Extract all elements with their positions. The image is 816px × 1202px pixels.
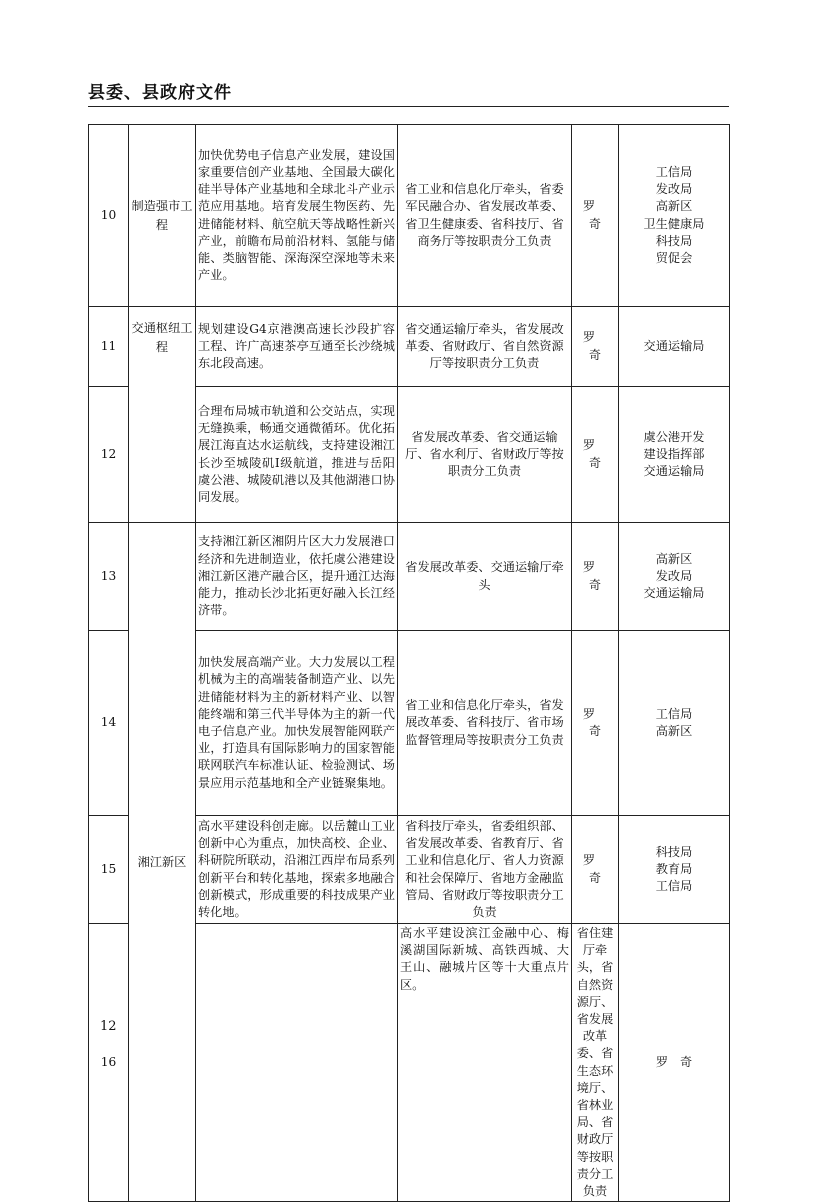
leader-name: 罗奇 [582, 438, 614, 470]
row-number: 15 [89, 816, 129, 924]
leader-name: 罗奇 [582, 330, 614, 362]
responsible-unit: 卫生健康局 [643, 216, 705, 231]
row-number: 10 [89, 125, 129, 307]
lead-department-cell: 省交通运输厅牵头，省发展改革委、省财政厅、省自然资源厅等按职责分工负责 [398, 307, 572, 387]
header-rule [88, 106, 729, 107]
content-cell: 合理布局城市轨道和公交站点，实现无缝换乘，畅通交通微循环。优化拓展江海直达水运航线，支持建设湘江长沙至城陵矶Ⅰ级航道，推进与岳阳虞公港、城陵矶港以及其他湖港口协同发展。 [196, 387, 398, 523]
table-row [89, 523, 730, 631]
leader-cell [619, 924, 730, 1202]
lead-department-cell: 省工业和信息化厅牵头，省发展改革委、省科技厅、省市场监督管理局等按职责分工负责 [398, 631, 572, 816]
responsible-unit: 高新区 [655, 199, 693, 214]
page-number: 12 [100, 1019, 117, 1034]
responsible-unit: 教育局 [655, 861, 693, 876]
leader-cell [572, 125, 619, 307]
lead-department-cell: 省工业和信息化厅牵头，省委军民融合办、省发展改革委、省卫生健康委、省科技厅、省商务厅等按职责分工负责 [398, 125, 572, 307]
responsible-unit-cell [619, 631, 730, 816]
row-number: 16 [89, 924, 129, 1202]
responsible-unit: 交通运输局 [643, 586, 705, 601]
leader-cell [572, 307, 619, 387]
responsible-unit: 科技局 [655, 233, 693, 248]
responsible-unit: 工信局 [655, 706, 693, 721]
responsible-unit: 贸促会 [655, 250, 693, 265]
category-cell: 交通枢纽工程 [129, 307, 196, 523]
lead-department-cell: 省住建厅牵头，省自然资源厅、省发展改革委、省生态环境厅、省林业局、省财政厅等按职责分工负责 [572, 924, 619, 1202]
responsible-unit-cell [619, 523, 730, 631]
category-cell [196, 924, 398, 1202]
responsible-unit: 发改局 [655, 568, 693, 583]
category-cell: 制造强市工程 [129, 125, 196, 307]
responsible-unit-cell [619, 387, 730, 523]
responsible-unit-cell [619, 816, 730, 924]
leader-name: 罗奇 [582, 199, 614, 231]
responsible-unit: 交通运输局 [643, 338, 705, 353]
row-number: 14 [89, 631, 129, 816]
responsible-unit: 交通运输局 [643, 464, 705, 479]
responsible-unit: 建设指挥部 [643, 446, 705, 461]
leader-cell [572, 816, 619, 924]
responsible-unit: 发改局 [655, 182, 693, 197]
responsible-unit: 高新区 [655, 724, 693, 738]
category-cell: 湘江新区 [129, 523, 196, 1202]
responsible-unit: 科技局 [655, 844, 693, 859]
responsible-unit: 工信局 [655, 164, 693, 179]
content-cell: 加快优势电子信息产业发展，建设国家重要信创产业基地、全国最大碳化硅半导体产业基地和全球北斗产业示范应用基地。培育发展生物医药、先进储能材料、航空航天等战略性新兴产业，前瞻布局前沿材料、氢能与储能、类脑智能、深海深空深地等未来产业。 [196, 125, 398, 307]
leader-name: 罗奇 [582, 853, 614, 885]
document-header-title: 县委、县政府文件 [88, 83, 232, 103]
responsible-unit: 工信局 [655, 879, 693, 894]
responsible-unit: 虞公港开发 [643, 429, 705, 444]
leader-name: 罗奇 [582, 706, 614, 738]
table-row [89, 125, 730, 307]
content-cell: 支持湘江新区湘阴片区大力发展港口经济和先进制造业，依托虞公港建设湘江新区港产融合区，提升通江达海能力，推动长沙北拓更好融入长江经济带。 [196, 523, 398, 631]
lead-department-cell: 省发展改革委、省交通运输厅、省水利厅、省财政厅等按职责分工负责 [398, 387, 572, 523]
content-cell: 加快发展高端产业。大力发展以工程机械为主的高端装备制造产业、以先进储能材料为主的新材料产业、以智能终端和第三代半导体为主的新一代电子信息产业。加快发展智能网联产业，打造具有国际影响力的国家智能联网联汽车标准认证、检验测试、场景应用示范基地和全产业链聚集地。 [196, 631, 398, 816]
leader-name: 罗奇 [655, 1055, 705, 1070]
content-cell: 规划建设G4京港澳高速长沙段扩容工程、许广高速茶亭互通至长沙绕城东北段高速。 [196, 307, 398, 387]
leader-cell [572, 523, 619, 631]
row-number: 13 [89, 523, 129, 631]
task-table [88, 124, 730, 1202]
responsible-unit-cell [619, 307, 730, 387]
row-number: 12 [89, 387, 129, 523]
leader-cell [572, 631, 619, 816]
row-number: 11 [89, 307, 129, 387]
content-cell: 高水平建设科创走廊。以岳麓山工业创新中心为重点，加快高校、企业、科研院所联动，沿湘江西岸布局系列创新平台和转化基地，探索多地融合创新模式，形成重要的科技成果产业转化地。 [196, 816, 398, 924]
responsible-unit: 高新区 [655, 551, 693, 566]
leader-cell [572, 387, 619, 523]
table-row [89, 307, 730, 387]
leader-name: 罗奇 [582, 560, 614, 592]
content-cell: 高水平建设滨江金融中心、梅溪湖国际新城、高铁西城、大王山、融城片区等十大重点片区。 [398, 924, 572, 1202]
lead-department-cell: 省发展改革委、交通运输厅牵头 [398, 523, 572, 631]
lead-department-cell: 省科技厅牵头，省委组织部、省发展改革委、省教育厅、省工业和信息化厅、省人力资源和社会保障厅、省地方金融监管局、省财政厅等按职责分工负责 [398, 816, 572, 924]
responsible-unit-cell [619, 125, 730, 307]
